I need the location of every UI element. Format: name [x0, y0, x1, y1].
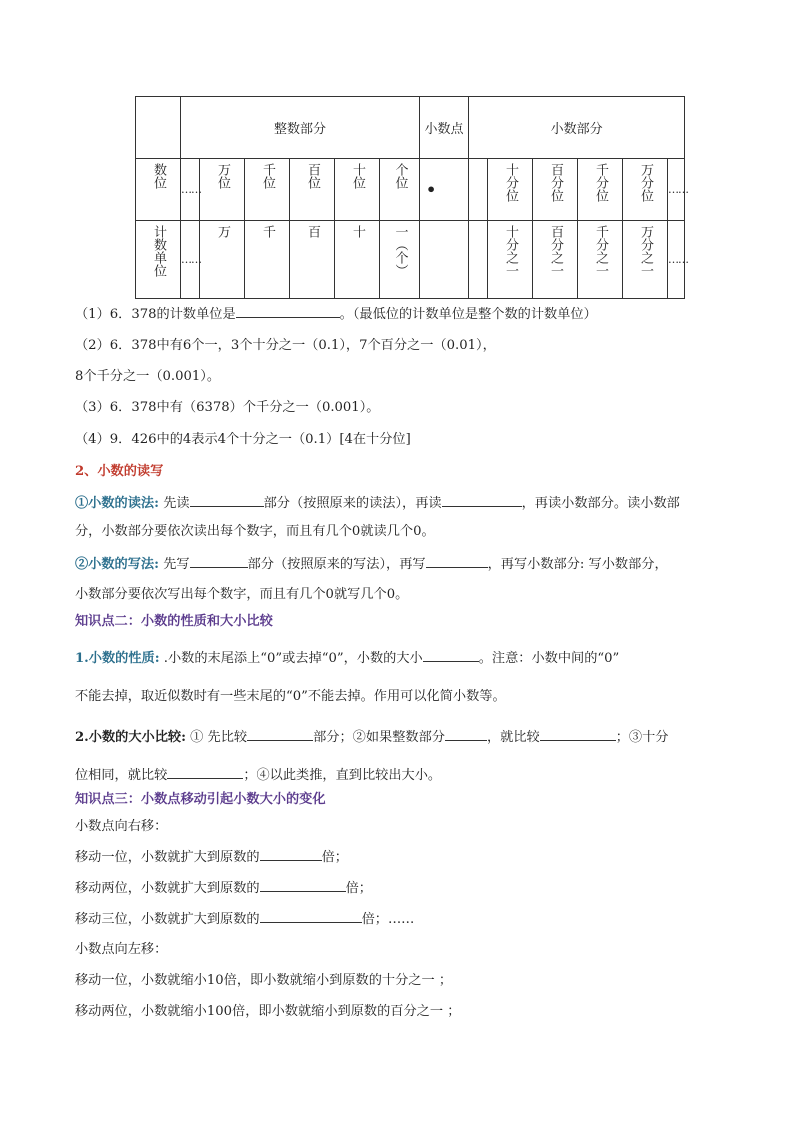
- ellipsis: ……: [181, 183, 201, 196]
- answer-blank[interactable]: [247, 728, 313, 741]
- property-rule-cont: 不能去掉，取近似数时有一些末尾的“0”不能去掉。作用可以化简小数等。: [75, 689, 506, 704]
- item-2: （2）6．378中有6个一，3个十分之一（0.1），7个百分之一（0.01），: [75, 338, 496, 353]
- right-shift-3: 移动三位，小数就扩大到原数的 倍；……: [75, 912, 415, 927]
- writing-rule-cont: 小数部分要依次写出每个数字，而且有几个0就写几个0。: [75, 587, 409, 602]
- answer-blank[interactable]: [167, 766, 243, 779]
- answer-blank[interactable]: [260, 910, 362, 923]
- unit-cell: 百分之一: [548, 225, 564, 277]
- writing-rule: ②小数的写法: 先写 部分（按照原来的写法），再写 ，再写小数部分: 写小数部分，: [75, 557, 668, 572]
- answer-blank[interactable]: [260, 879, 346, 892]
- right-shift-1: 移动一位，小数就扩大到原数的 倍；: [75, 850, 348, 865]
- item-2-cont: 8个千分之一（0.001）。: [75, 369, 221, 384]
- compare-rule-cont: 位相同，就比较 ；④以此类推，直到比较出大小。: [75, 768, 442, 783]
- digit-cell: 万分位: [638, 163, 654, 202]
- unit-cell: 万: [215, 225, 230, 238]
- section-title: 2、小数的读写: [75, 464, 164, 479]
- property-rule: 1.小数的性质: .小数的末尾添上“0”或去掉“0”，小数的大小 。注意：小数中间的“0”: [75, 651, 620, 666]
- digit-cell: 万位: [215, 163, 230, 189]
- unit-cell: 百: [305, 225, 320, 238]
- decimal-point-header: 小数点: [420, 97, 469, 159]
- unit-cell: 千: [260, 225, 275, 238]
- digit-cell: 百分位: [548, 163, 564, 202]
- ellipsis: ……: [668, 253, 689, 266]
- right-shift-title: 小数点向右移：: [75, 819, 168, 834]
- unit-cell: 万分之一: [638, 225, 654, 277]
- table-corner-cell: [136, 97, 181, 159]
- digit-cell: 千位: [260, 163, 275, 189]
- section-title: 知识点三：小数点移动引起小数大小的变化: [75, 792, 326, 807]
- integer-part-header: 整数部分: [181, 97, 420, 159]
- answer-blank[interactable]: [236, 305, 340, 318]
- ellipsis: ……: [668, 183, 689, 196]
- item-1: （1）6．378的计数单位是 。（最低位的计数单位是整个数的计数单位）: [75, 307, 597, 322]
- item-3: （3）6．378中有（6378）个千分之一（0.001）。: [75, 400, 380, 415]
- decimal-part-header: 小数部分: [469, 97, 685, 159]
- section-title: 知识点二：小数的性质和大小比较: [75, 614, 273, 629]
- reading-rule: ①小数的读法: 先读 部分（按照原来的读法），再读 ，再读小数部分。读小数部: [75, 496, 680, 511]
- row-label-digit: 数位: [151, 163, 166, 189]
- answer-blank[interactable]: [190, 494, 264, 507]
- unit-cell: 十分之一: [503, 225, 519, 277]
- right-shift-2: 移动两位，小数就扩大到原数的 倍；: [75, 881, 372, 896]
- answer-blank[interactable]: [442, 494, 522, 507]
- digit-cell: 个位: [392, 163, 408, 189]
- unit-cell: 十: [350, 225, 365, 238]
- compare-rule: 2.小数的大小比较: ① 先比较 部分；②如果整数部分 ，就比较 ；③十分: [75, 730, 669, 745]
- digit-cell: 千分位: [593, 163, 609, 202]
- answer-blank[interactable]: [423, 649, 479, 662]
- left-shift-title: 小数点向左移：: [75, 942, 168, 957]
- digit-cell: 十分位: [503, 163, 519, 202]
- place-value-table: [135, 96, 689, 299]
- unit-cell: 一（个）: [392, 225, 408, 277]
- row-label-unit: 计数单位: [151, 225, 166, 277]
- answer-blank[interactable]: [540, 728, 616, 741]
- reading-rule-cont: 分，小数部分要依次读出每个数字，而且有几个0就读几个0。: [75, 524, 435, 539]
- decimal-dot: •: [426, 180, 437, 199]
- unit-cell: 千分之一: [593, 225, 609, 277]
- left-shift-1: 移动一位，小数就缩小10倍，即小数就缩小到原数的十分之一 ；: [75, 973, 453, 988]
- digit-cell: 十位: [350, 163, 365, 189]
- answer-blank[interactable]: [426, 555, 488, 568]
- left-shift-2: 移动两位，小数就缩小100倍，即小数就缩小到原数的百分之一 ；: [75, 1004, 461, 1019]
- answer-blank[interactable]: [445, 728, 487, 741]
- ellipsis: ……: [181, 253, 201, 266]
- answer-blank[interactable]: [260, 848, 322, 861]
- item-4: （4）9．426中的4表示4个十分之一（0.1）[4在十分位]: [75, 432, 411, 447]
- digit-cell: 百位: [305, 163, 320, 189]
- answer-blank[interactable]: [190, 555, 248, 568]
